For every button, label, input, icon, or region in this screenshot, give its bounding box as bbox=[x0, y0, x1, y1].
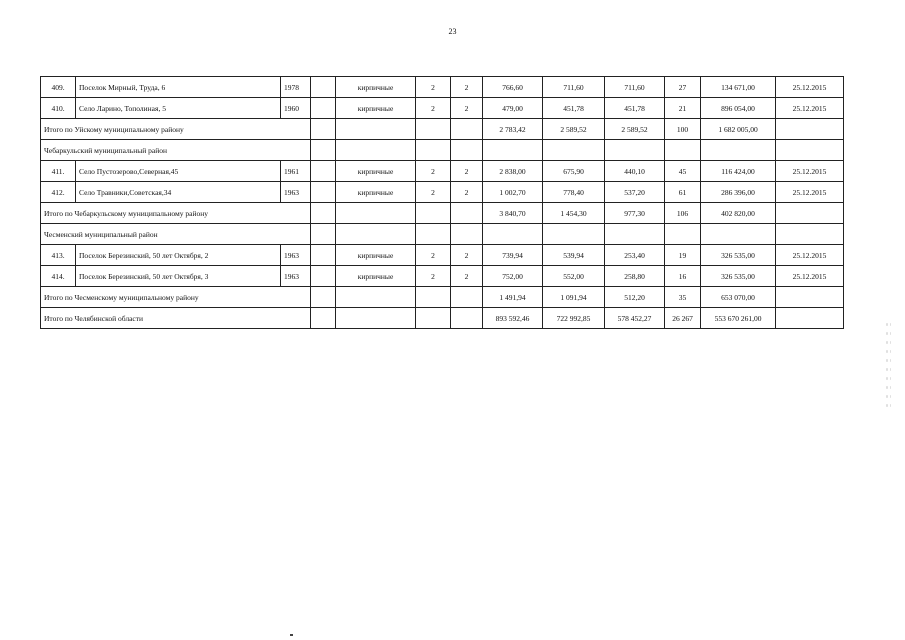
empty-cell bbox=[543, 140, 605, 161]
area-cell: 512,20 bbox=[605, 287, 665, 308]
empty-cell bbox=[605, 140, 665, 161]
residents-cell: 45 bbox=[665, 161, 701, 182]
wall-material-cell: кирпичные bbox=[336, 98, 416, 119]
total-area-cell: 752,00 bbox=[483, 266, 543, 287]
empty-cell bbox=[336, 224, 416, 245]
total-area-cell: 1 002,70 bbox=[483, 182, 543, 203]
residents-cell: 27 bbox=[665, 77, 701, 98]
living-area-cell: 2 589,52 bbox=[543, 119, 605, 140]
living-area-cell: 675,90 bbox=[543, 161, 605, 182]
empty-cell bbox=[776, 224, 844, 245]
empty-cell bbox=[776, 119, 844, 140]
total-area-cell: 479,00 bbox=[483, 98, 543, 119]
empty-cell bbox=[336, 140, 416, 161]
district-label: Чесменский муниципальный район bbox=[41, 224, 311, 245]
empty-cell bbox=[543, 224, 605, 245]
cost-cell: 116 424,00 bbox=[701, 161, 776, 182]
empty-cell bbox=[311, 245, 336, 266]
area-cell: 258,80 bbox=[605, 266, 665, 287]
year-cell: 1963 bbox=[281, 266, 311, 287]
residents-cell: 19 bbox=[665, 245, 701, 266]
cost-cell: 134 671,00 bbox=[701, 77, 776, 98]
empty-cell bbox=[483, 140, 543, 161]
cost-cell: 326 535,00 bbox=[701, 266, 776, 287]
address-cell: Поселок Мирный, Труда, 6 bbox=[76, 77, 281, 98]
cost-cell: 653 070,00 bbox=[701, 287, 776, 308]
table-row bbox=[41, 266, 844, 287]
district-header-row bbox=[41, 140, 844, 161]
area-cell: 977,30 bbox=[605, 203, 665, 224]
living-area-cell: 539,94 bbox=[543, 245, 605, 266]
empty-cell bbox=[665, 224, 701, 245]
subtotal-label: Итого по Чесменскому муниципальному району bbox=[41, 287, 311, 308]
residents-cell: 21 bbox=[665, 98, 701, 119]
empty-cell bbox=[311, 119, 336, 140]
total-area-cell: 1 491,94 bbox=[483, 287, 543, 308]
total-area-cell: 3 840,70 bbox=[483, 203, 543, 224]
entrances-cell: 2 bbox=[451, 77, 483, 98]
wall-material-cell: кирпичные bbox=[336, 161, 416, 182]
empty-cell bbox=[336, 119, 416, 140]
empty-cell bbox=[336, 287, 416, 308]
table-row bbox=[41, 77, 844, 98]
empty-cell bbox=[776, 203, 844, 224]
floors-cell: 2 bbox=[416, 266, 451, 287]
empty-cell bbox=[451, 119, 483, 140]
address-cell: Поселок Березинский, 50 лет Октября, 3 bbox=[76, 266, 281, 287]
residents-cell: 100 bbox=[665, 119, 701, 140]
subtotal-row bbox=[41, 287, 844, 308]
entrances-cell: 2 bbox=[451, 245, 483, 266]
residents-cell: 35 bbox=[665, 287, 701, 308]
subtotal-row bbox=[41, 119, 844, 140]
floors-cell: 2 bbox=[416, 182, 451, 203]
empty-cell bbox=[311, 203, 336, 224]
total-area-cell: 893 592,46 bbox=[483, 308, 543, 329]
empty-cell bbox=[311, 266, 336, 287]
area-cell: 711,60 bbox=[605, 77, 665, 98]
year-cell: 1963 bbox=[281, 182, 311, 203]
living-area-cell: 722 992,85 bbox=[543, 308, 605, 329]
table-row bbox=[41, 182, 844, 203]
row-number: 414. bbox=[41, 266, 76, 287]
empty-cell bbox=[416, 140, 451, 161]
floors-cell: 2 bbox=[416, 245, 451, 266]
empty-cell bbox=[311, 182, 336, 203]
row-number: 410. bbox=[41, 98, 76, 119]
address-cell: Поселок Березинский, 50 лет Октября, 2 bbox=[76, 245, 281, 266]
living-area-cell: 711,60 bbox=[543, 77, 605, 98]
wall-material-cell: кирпичные bbox=[336, 266, 416, 287]
cost-cell: 326 535,00 bbox=[701, 245, 776, 266]
empty-cell bbox=[336, 203, 416, 224]
empty-cell bbox=[416, 287, 451, 308]
area-cell: 440,10 bbox=[605, 161, 665, 182]
row-number: 413. bbox=[41, 245, 76, 266]
living-area-cell: 451,78 bbox=[543, 98, 605, 119]
residents-cell: 61 bbox=[665, 182, 701, 203]
area-cell: 253,40 bbox=[605, 245, 665, 266]
district-header-row bbox=[41, 224, 844, 245]
empty-cell bbox=[451, 287, 483, 308]
date-cell: 25.12.2015 bbox=[776, 266, 844, 287]
address-cell: Село Ларино, Тополиная, 5 bbox=[76, 98, 281, 119]
year-cell: 1960 bbox=[281, 98, 311, 119]
empty-cell bbox=[311, 287, 336, 308]
residents-cell: 106 bbox=[665, 203, 701, 224]
empty-cell bbox=[416, 203, 451, 224]
row-number: 412. bbox=[41, 182, 76, 203]
empty-cell bbox=[311, 161, 336, 182]
date-cell: 25.12.2015 bbox=[776, 182, 844, 203]
empty-cell bbox=[311, 77, 336, 98]
date-cell: 25.12.2015 bbox=[776, 98, 844, 119]
subtotal-label: Итого по Уйскому муниципальному району bbox=[41, 119, 311, 140]
wall-material-cell: кирпичные bbox=[336, 245, 416, 266]
empty-cell bbox=[311, 140, 336, 161]
wall-material-cell: кирпичные bbox=[336, 182, 416, 203]
residents-cell: 26 267 bbox=[665, 308, 701, 329]
total-area-cell: 766,60 bbox=[483, 77, 543, 98]
date-cell: 25.12.2015 bbox=[776, 161, 844, 182]
empty-cell bbox=[451, 203, 483, 224]
total-area-cell: 739,94 bbox=[483, 245, 543, 266]
empty-cell bbox=[776, 140, 844, 161]
empty-cell bbox=[451, 308, 483, 329]
living-area-cell: 778,40 bbox=[543, 182, 605, 203]
cost-cell: 553 670 261,00 bbox=[701, 308, 776, 329]
row-number: 409. bbox=[41, 77, 76, 98]
entrances-cell: 2 bbox=[451, 182, 483, 203]
subtotal-label: Итого по Челябинской области bbox=[41, 308, 311, 329]
empty-cell bbox=[451, 224, 483, 245]
table-row bbox=[41, 98, 844, 119]
date-cell: 25.12.2015 bbox=[776, 77, 844, 98]
empty-cell bbox=[605, 224, 665, 245]
empty-cell bbox=[701, 224, 776, 245]
area-cell: 578 452,27 bbox=[605, 308, 665, 329]
table-row bbox=[41, 161, 844, 182]
empty-cell bbox=[776, 287, 844, 308]
wall-material-cell: кирпичные bbox=[336, 77, 416, 98]
subtotal-row bbox=[41, 203, 844, 224]
empty-cell bbox=[483, 224, 543, 245]
area-cell: 537,20 bbox=[605, 182, 665, 203]
total-area-cell: 2 838,00 bbox=[483, 161, 543, 182]
living-area-cell: 1 454,30 bbox=[543, 203, 605, 224]
entrances-cell: 2 bbox=[451, 266, 483, 287]
district-label: Чебаркульский муниципальный район bbox=[41, 140, 311, 161]
year-cell: 1961 bbox=[281, 161, 311, 182]
table-row bbox=[41, 245, 844, 266]
year-cell: 1963 bbox=[281, 245, 311, 266]
cost-cell: 896 054,00 bbox=[701, 98, 776, 119]
floors-cell: 2 bbox=[416, 161, 451, 182]
empty-cell bbox=[311, 308, 336, 329]
housing-registry-table bbox=[40, 76, 844, 329]
cost-cell: 286 396,00 bbox=[701, 182, 776, 203]
empty-cell bbox=[311, 98, 336, 119]
date-cell: 25.12.2015 bbox=[776, 245, 844, 266]
page-number: 23 bbox=[448, 27, 457, 36]
empty-cell bbox=[416, 224, 451, 245]
empty-cell bbox=[311, 224, 336, 245]
year-cell: 1978 bbox=[281, 77, 311, 98]
subtotal-label: Итого по Чебаркульскому муниципальному району bbox=[41, 203, 311, 224]
address-cell: Село Пустозерово,Северная,45 bbox=[76, 161, 281, 182]
living-area-cell: 1 091,94 bbox=[543, 287, 605, 308]
row-number: 411. bbox=[41, 161, 76, 182]
empty-cell bbox=[665, 140, 701, 161]
scan-noise bbox=[885, 320, 891, 410]
area-cell: 2 589,52 bbox=[605, 119, 665, 140]
empty-cell bbox=[776, 308, 844, 329]
living-area-cell: 552,00 bbox=[543, 266, 605, 287]
entrances-cell: 2 bbox=[451, 161, 483, 182]
empty-cell bbox=[451, 140, 483, 161]
empty-cell bbox=[336, 308, 416, 329]
table-body bbox=[41, 77, 844, 329]
subtotal-row bbox=[41, 308, 844, 329]
area-cell: 451,78 bbox=[605, 98, 665, 119]
floors-cell: 2 bbox=[416, 77, 451, 98]
empty-cell bbox=[701, 140, 776, 161]
cost-cell: 1 682 005,00 bbox=[701, 119, 776, 140]
residents-cell: 16 bbox=[665, 266, 701, 287]
floors-cell: 2 bbox=[416, 98, 451, 119]
total-area-cell: 2 783,42 bbox=[483, 119, 543, 140]
scan-dot bbox=[290, 634, 293, 636]
empty-cell bbox=[416, 119, 451, 140]
entrances-cell: 2 bbox=[451, 98, 483, 119]
address-cell: Село Травники,Советская,34 bbox=[76, 182, 281, 203]
cost-cell: 402 820,00 bbox=[701, 203, 776, 224]
empty-cell bbox=[416, 308, 451, 329]
